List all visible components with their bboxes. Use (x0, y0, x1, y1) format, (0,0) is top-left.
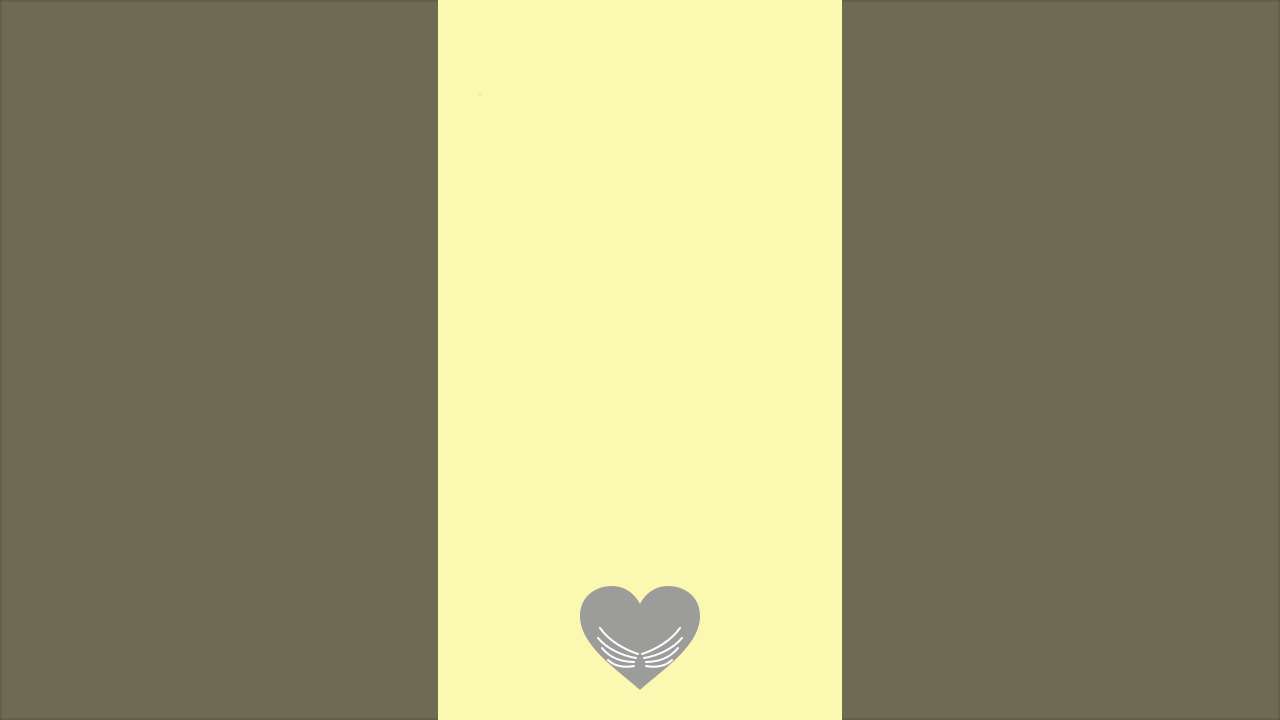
logo (578, 584, 702, 694)
content-card (438, 0, 842, 720)
page-title (478, 93, 482, 95)
winged-heart-icon (578, 584, 702, 694)
